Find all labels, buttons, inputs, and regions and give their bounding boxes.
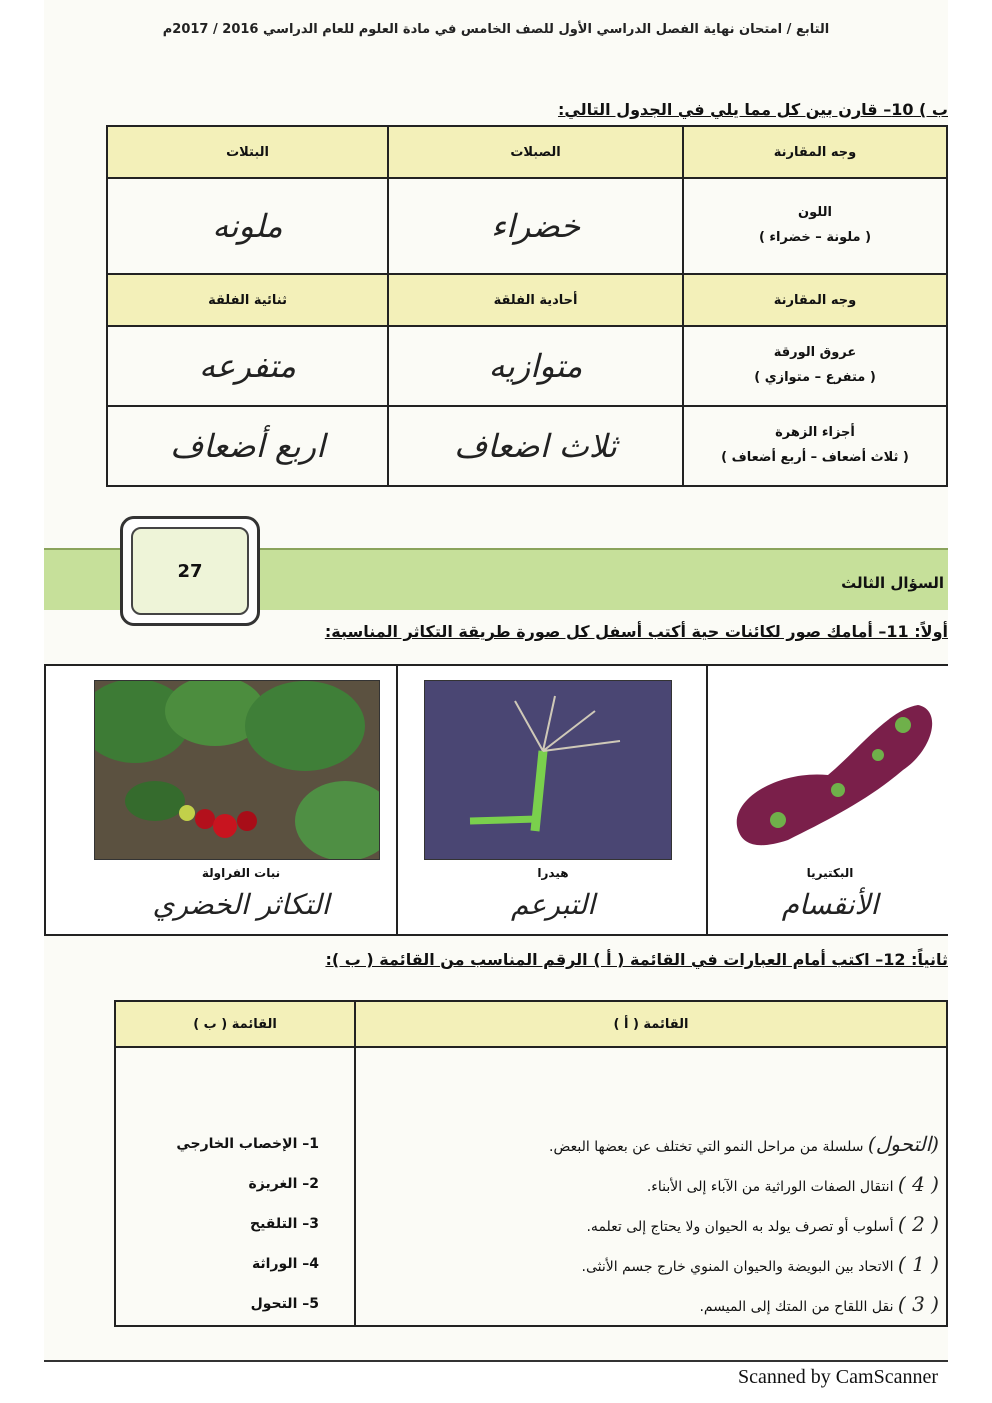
hydra-cell <box>396 666 708 934</box>
strawberry-caption: نبات الفراولة <box>201 866 281 880</box>
col-head: وجه المقارنة <box>683 274 947 326</box>
answer-di-veins[interactable]: متفرعه <box>107 326 388 406</box>
list-a-item: (التحول) سلسلة من مراحل النمو التي تختلف عن بعضها البعض. <box>549 1132 939 1156</box>
list-b-item: 4– الوراثة <box>251 1256 319 1272</box>
answer-slot[interactable]: (التحول) <box>867 1132 939 1156</box>
list-a <box>355 1047 947 1326</box>
q12-title: ثانياً: 12– اكتب أمام العبارات في القائمة ( أ ) الرقم المناسب من القائمة ( ب ): <box>325 950 948 969</box>
list-b-item: 5– التحول <box>250 1296 319 1312</box>
list-b-item: 2– الغريزة <box>248 1176 319 1192</box>
strawberry-cell <box>46 666 396 934</box>
answer-slot[interactable]: ( 1 ) <box>897 1252 939 1276</box>
col-head: ثنائية الفلقة <box>107 274 388 326</box>
q10-title: ب ) 10– قارن بين كل مما يلي في الجدول التالي: <box>558 100 948 119</box>
col-head: البتلات <box>107 126 388 178</box>
answer-slot[interactable]: ( 3 ) <box>897 1292 939 1316</box>
scanner-footer: Scanned by CamScanner <box>738 1366 938 1388</box>
bacteria-photo <box>718 680 944 858</box>
list-b-item: 3– التلقيح <box>250 1216 319 1232</box>
answer-mono-flower[interactable]: ثلاث اضعاف <box>388 406 683 486</box>
page-number: 27 <box>131 527 249 615</box>
bacteria-cell <box>706 666 948 934</box>
strawberry-photo <box>94 680 380 860</box>
bacteria-answer[interactable]: الأنقسام <box>781 888 879 921</box>
row-label: أجزاء الزهرة ( ثلاث أضعاف – أربع أضعاف ) <box>683 406 947 486</box>
answer-sepals-color[interactable]: خضراء <box>388 178 683 274</box>
bacteria-caption: البكتيريا <box>806 866 854 880</box>
list-a-head: القائمة ( أ ) <box>355 1001 947 1047</box>
answer-mono-veins[interactable]: متوازيه <box>388 326 683 406</box>
list-a-item: ( 3 ) نقل اللقاح من المتك إلى الميسم. <box>699 1292 939 1316</box>
hydra-photo <box>424 680 672 860</box>
hydra-answer[interactable]: التبرعم <box>511 888 595 921</box>
answer-di-flower[interactable]: اربع أضعاف <box>107 406 388 486</box>
list-a-item: ( 2 ) أسلوب أو تصرف يولد به الحيوان ولا يحتاج إلى تعلمه. <box>586 1212 939 1236</box>
answer-slot[interactable]: ( 4 ) <box>897 1172 939 1196</box>
list-a-item: ( 4 ) انتقال الصفات الوراثية من الآباء إلى الأبناء. <box>646 1172 939 1196</box>
q11-title: أولاً: 11– أمامك صور لكائنات حية أكتب أسفل كل صورة طريقة التكاثر المناسبة: <box>324 622 948 641</box>
col-head: أحادية الفلقة <box>388 274 683 326</box>
col-head: وجه المقارنة <box>683 126 947 178</box>
answer-slot[interactable]: ( 2 ) <box>897 1212 939 1236</box>
exam-page <box>44 0 948 1362</box>
row-label: اللون ( ملونة – خضراء ) <box>683 178 947 274</box>
comparison-table <box>106 125 948 487</box>
hydra-caption: هيدرا <box>537 866 569 880</box>
strawberry-answer[interactable]: التكاثر الخضري <box>152 888 330 921</box>
list-b <box>115 1047 355 1326</box>
list-b-head: القائمة ( ب ) <box>115 1001 355 1047</box>
organism-images <box>44 664 948 936</box>
section-title: السؤال الثالث <box>841 574 944 592</box>
answer-petals-color[interactable]: ملونه <box>107 178 388 274</box>
matching-table <box>114 1000 948 1327</box>
page-number-box <box>120 516 260 626</box>
exam-header: التابع / امتحان نهاية الفصل الدراسي الأول للصف الخامس في مادة العلوم للعام الدراسي 2016 / 2017م <box>162 22 830 37</box>
list-a-item: ( 1 ) الاتحاد بين البويضة والحيوان المنوي خارج جسم الأنثى. <box>581 1252 939 1276</box>
row-label: عروق الورقة ( متفرع – متوازي ) <box>683 326 947 406</box>
col-head: الصبلات <box>388 126 683 178</box>
list-b-item: 1– الإخصاب الخارجي <box>176 1136 319 1152</box>
